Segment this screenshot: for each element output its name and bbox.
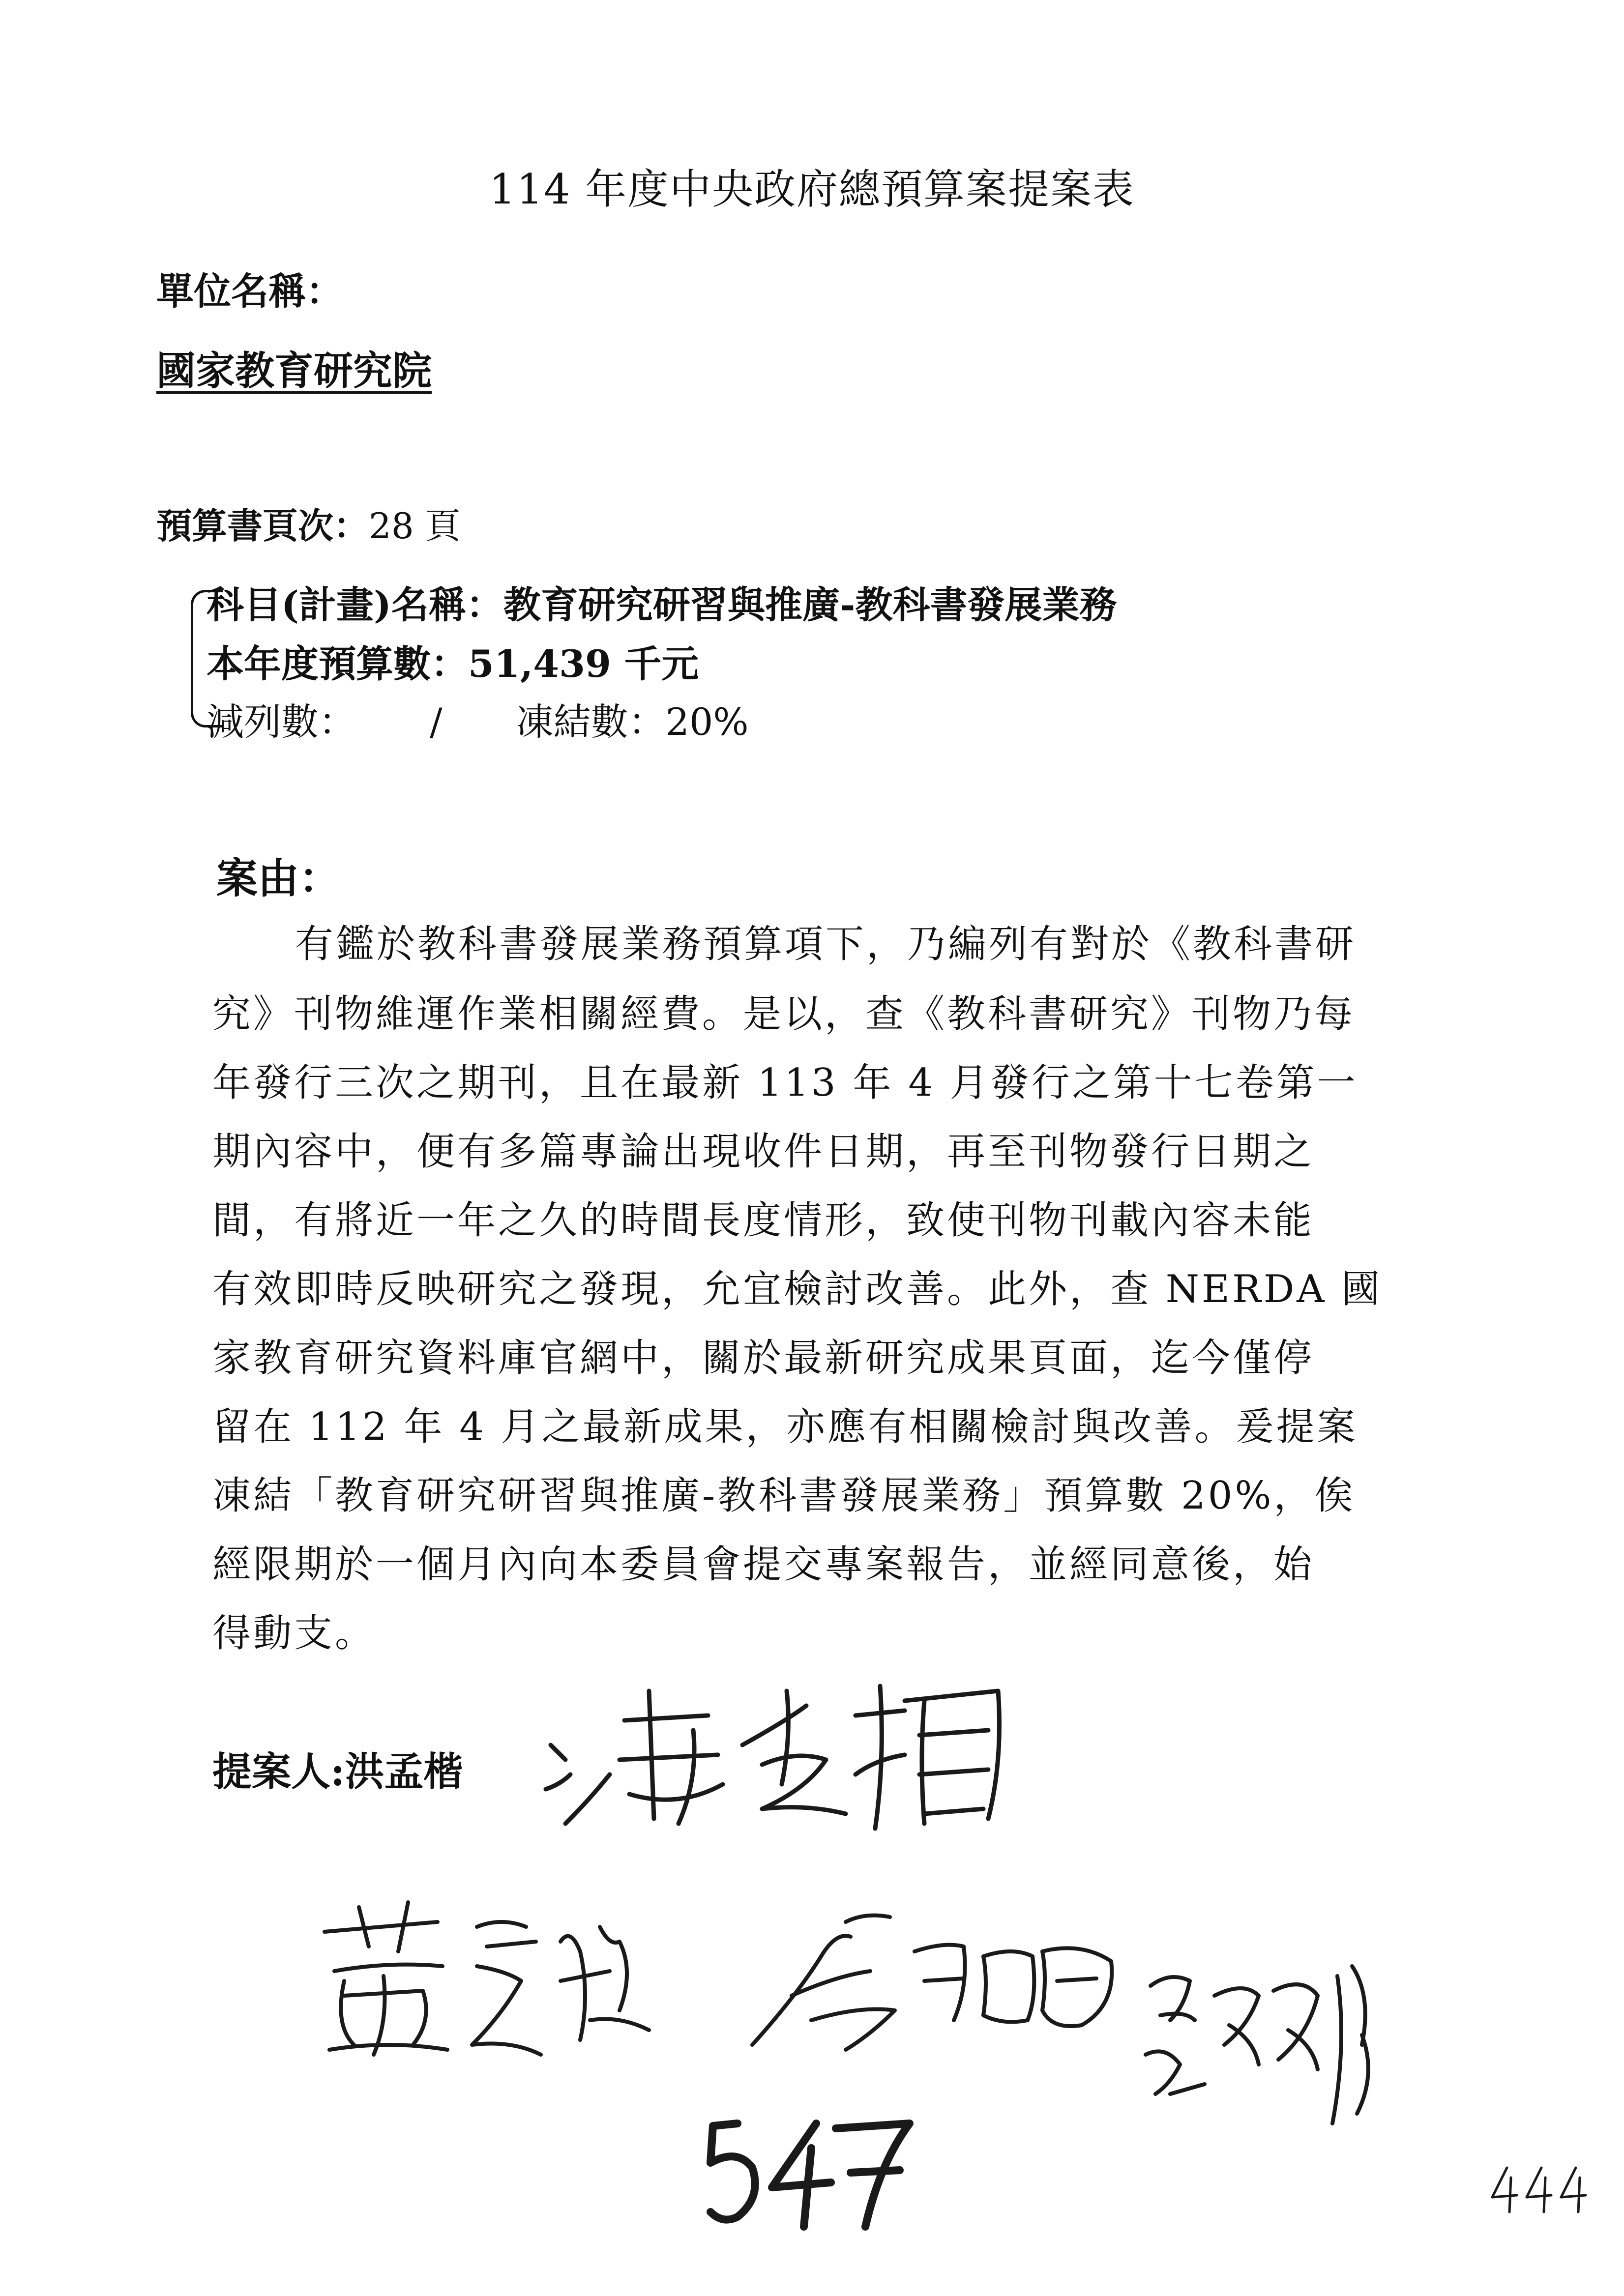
freeze-value: 20% <box>665 700 749 744</box>
reason-line: 有鑑於教科書發展業務預算項下，乃編列有對於《教科書研 <box>295 922 1357 966</box>
reason-line: 究》刊物維運作業相關經費。是以，查《教科書研究》刊物乃每 <box>212 992 1356 1036</box>
freeze-label: 凍結數： <box>516 700 666 744</box>
handwritten-corner-number <box>1487 2163 1591 2217</box>
subject-cut-freeze <box>207 692 749 746</box>
budget-page-reference <box>156 497 461 549</box>
proposer-label: 提案人:洪孟楷 <box>212 1748 463 1795</box>
reason-line: 凍結「教育研究研習與推廣-教科書發展業務」預算數 20%，俟 <box>212 1474 1356 1518</box>
budget-page-label: 預算書頁次： <box>156 505 369 547</box>
reason-line: 有效即時反映研究之發現，允宜檢討改善。此外，查 NERDA 國 <box>212 1267 1383 1311</box>
reason-line: 留在 112 年 4 月之最新成果，亦應有相關檢討與改善。爰提案 <box>212 1405 1358 1449</box>
unit-label: 單位名稱： <box>156 269 343 313</box>
signature-proposer <box>531 1661 1047 1838</box>
handwritten-page-number <box>703 2114 919 2237</box>
signature-3 <box>738 1897 1131 2060</box>
subject-budget: 本年度預算數：51,439 千元 <box>207 642 699 686</box>
budget-page-value: 28 頁 <box>369 505 461 547</box>
signature-4 <box>1141 1947 1387 2133</box>
reason-line: 家教育研究資料庫官網中，關於最新研究成果頁面，迄今僅停 <box>212 1336 1315 1380</box>
reason-line: 期內容中，便有多篇專論出現收件日期，再至刊物發行日期之 <box>212 1130 1315 1174</box>
document-title: 114 年度中央政府總預算案提案表 <box>489 165 1135 213</box>
cut-label: 減列數： <box>207 700 356 744</box>
reason-line: 得動支。 <box>212 1611 376 1656</box>
signature-2 <box>315 1897 659 2064</box>
reason-label: 案由： <box>216 854 341 902</box>
cut-value: / <box>430 700 443 744</box>
reason-line: 經限期於一個月內向本委員會提交專案報告，並經同意後，始 <box>212 1542 1315 1587</box>
reason-line: 年發行三次之期刊，且在最新 113 年 4 月發行之第十七卷第一 <box>212 1061 1358 1105</box>
unit-name: 國家教育研究院 <box>156 348 432 394</box>
subject-name: 科目(計畫)名稱：教育研究研習與推廣-教科書發展業務 <box>207 583 1117 627</box>
reason-line: 間，有將近一年之久的時間長度情形，致使刊物刊載內容未能 <box>212 1198 1315 1243</box>
